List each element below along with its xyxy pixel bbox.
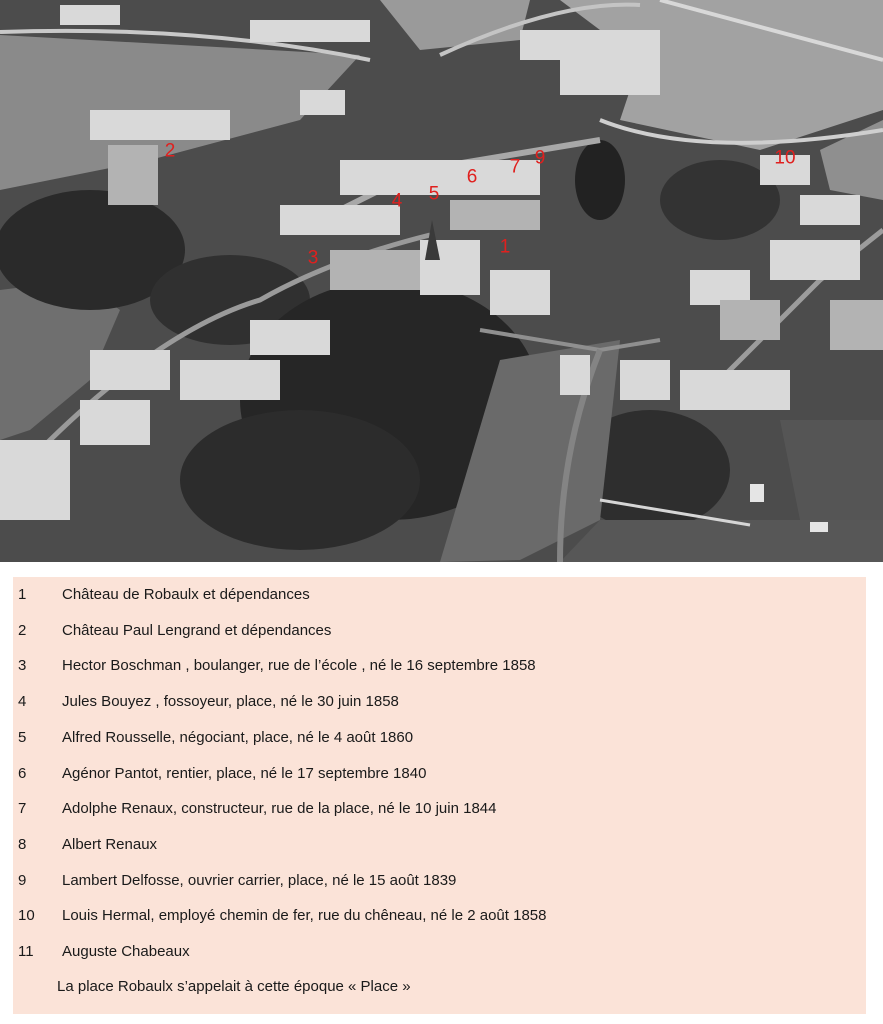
legend-number: 8 [18, 836, 27, 853]
photo-marker-1: 1 [499, 236, 511, 258]
legend-text: Hector Boschman , boulanger, rue de l’école , né le 16 septembre 1858 [62, 657, 536, 674]
legend-text: Alfred Rousselle, négociant, place, né le 4 août 1860 [62, 729, 414, 746]
legend-text: Adolphe Renaux, constructeur, rue de la place, né le 10 juin 1844 [62, 800, 497, 817]
legend-item [13, 583, 866, 607]
legend-text: Jules Bouyez , fossoyeur, place, né le 30 juin 1858 [62, 693, 399, 710]
legend-text: Auguste Chabeaux [62, 943, 190, 960]
legend-number: 9 [18, 872, 27, 889]
legend-item [13, 940, 866, 964]
legend-number: 3 [18, 657, 27, 674]
legend-number: 4 [18, 693, 27, 710]
legend-number: 6 [18, 765, 27, 782]
legend-number: 7 [18, 800, 27, 817]
legend-text: Albert Renaux [62, 836, 158, 853]
legend-text: Lambert Delfosse, ouvrier carrier, place, né le 15 août 1839 [62, 872, 457, 889]
legend-item [13, 762, 866, 786]
legend-item [13, 869, 866, 893]
photo-marker-7: 7 [509, 156, 521, 178]
legend-item [13, 833, 866, 857]
legend-number: 11 [18, 943, 34, 960]
legend-item [13, 654, 866, 678]
legend-text: Louis Hermal, employé chemin de fer, rue du chêneau, né le 2 août 1858 [62, 907, 547, 924]
legend-number: 5 [18, 729, 27, 746]
legend-item [13, 904, 866, 928]
photo-marker-5: 5 [428, 183, 440, 205]
legend-text: Agénor Pantot, rentier, place, né le 17 septembre 1840 [62, 765, 427, 782]
legend-panel [13, 577, 866, 1014]
photo-marker-4: 4 [391, 190, 403, 212]
legend-text: Château Paul Lengrand et dépendances [62, 622, 332, 639]
legend-item [13, 690, 866, 714]
photo-marker-10: 10 [774, 147, 796, 169]
photo-marker-9: 9 [534, 147, 546, 169]
legend-item [13, 619, 866, 643]
legend-item [13, 797, 866, 821]
legend-text: Château de Robaulx et dépendances [62, 586, 310, 603]
legend-number: 10 [18, 907, 35, 924]
legend-note: La place Robaulx s’appelait à cette époque « Place » [57, 978, 411, 995]
legend-number: 2 [18, 622, 27, 639]
photo-marker-2: 2 [164, 140, 176, 162]
photo-marker-3: 3 [307, 247, 319, 269]
photo-marker-6: 6 [466, 166, 478, 188]
legend-item [13, 726, 866, 750]
legend-number: 1 [18, 586, 27, 603]
